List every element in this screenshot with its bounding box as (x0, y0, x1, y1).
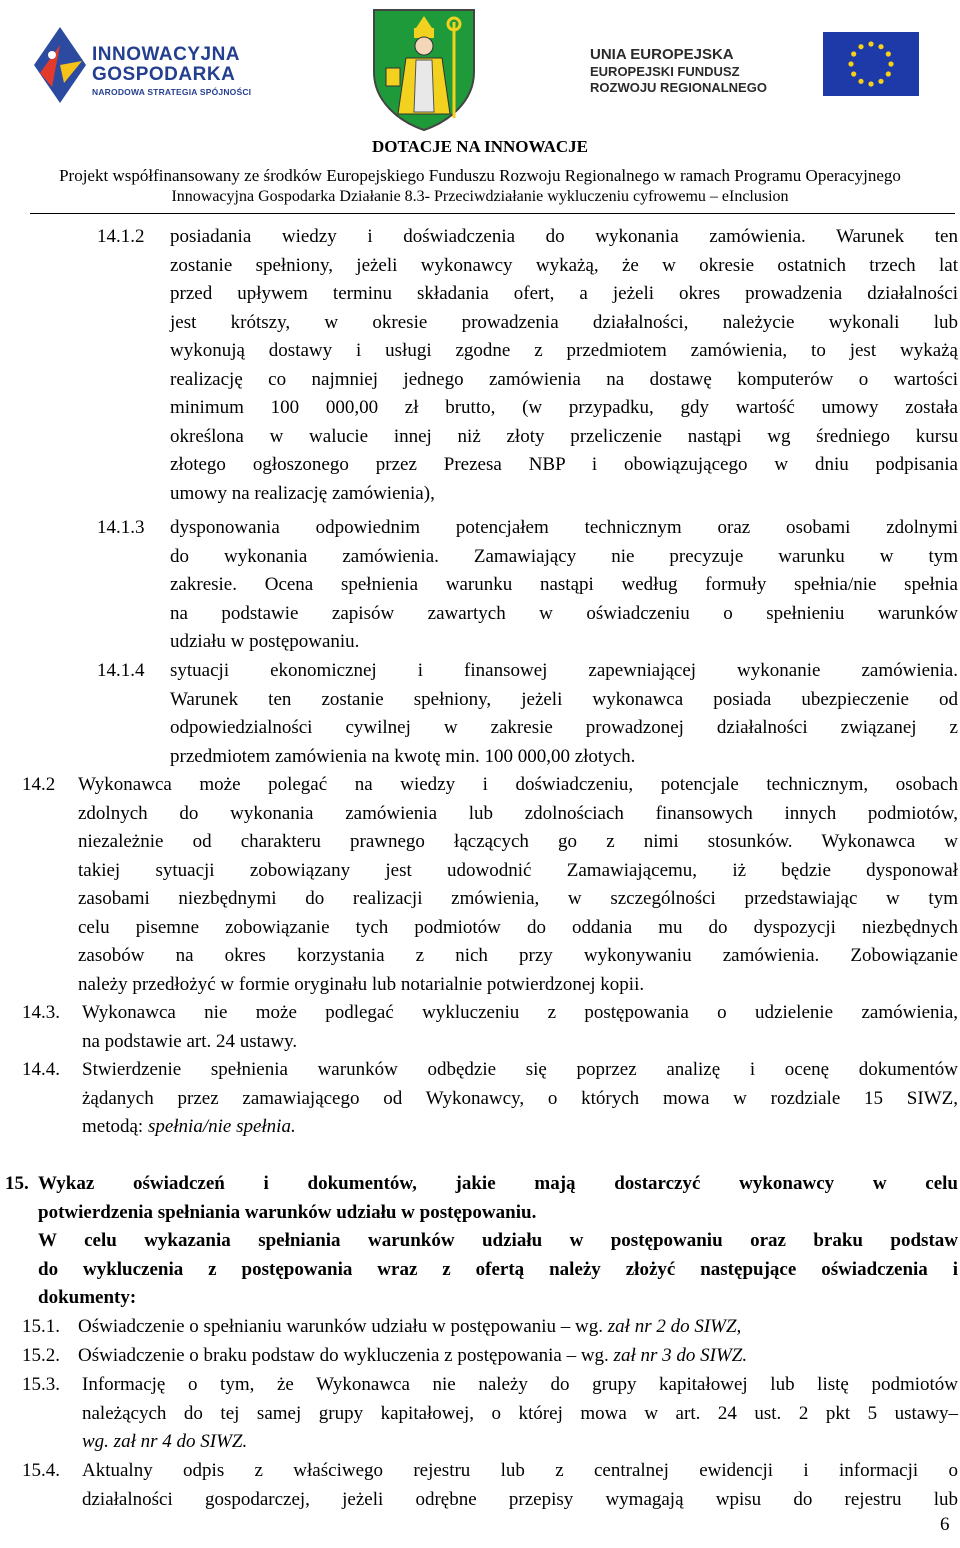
text-line: Warunek ten zostanie spełniony, jeżeli wykonawca posiada ubezpieczenie od (170, 688, 958, 710)
text-line: zasobami niezbędnymi do realizacji zmówienia, w szczególności przedstawiając w tym (78, 888, 958, 909)
section-15-2 (78, 1342, 958, 1371)
intro-line: W celu wykazania spełniania warunków udziału w postępowaniu oraz braku podstaw (38, 1230, 958, 1251)
text-line (82, 1113, 958, 1142)
text-line: na podstawie art. 24 ustawy. (82, 1030, 298, 1052)
text-line: należących do tej samej grupy kapitałowej, o której mowa w art. 24 ust. 2 pkt 5 ustawy– (82, 1402, 958, 1424)
ig-logo-line2: GOSPODARKA (92, 64, 236, 85)
text-line: Aktualny odpis z właściwego rejestru lub z centralnej ewidencji i informacji o (82, 1460, 958, 1481)
text-line: posiadania wiedzy i doświadczenia do wykonania zamówienia. Warunek ten (170, 226, 958, 247)
text-line: na podstawie zapisów zawartych w oświadczeniu o spełnieniu warunków (170, 602, 958, 624)
italic-text: wg. zał nr 4 do SIWZ. (82, 1431, 248, 1452)
text-line: żądanych przez zamawiającego od Wykonawcy, o których mowa w rozdziale 15 SIWZ, (82, 1087, 958, 1109)
text-line: dysponowania odpowiednim potencjałem technicznym oraz osobami zdolnymi (170, 517, 958, 538)
text-line: określona w walucie innej niż złoty przeliczenie nastąpi wg średniego kursu (170, 425, 958, 447)
header-project-line: Projekt współfinansowany ze środków Europejskiego Funduszu Rozwoju Regionalnego w ramach Programu Operacyjnego (59, 166, 901, 185)
text-line: Informację o tym, że Wykonawca nie należy do grupy kapitałowej lub listę podmiotów (82, 1374, 958, 1395)
coat-of-arms-icon (368, 2, 480, 132)
ig-emblem-icon (30, 25, 90, 105)
heading-line: Wykaz oświadczeń i dokumentów, jakie mają dostarczyć wykonawcy w celu (38, 1173, 958, 1194)
text-line: niezależnie od charakteru prawnego łączących go z nimi stosunków. Wykonawca w (78, 831, 958, 852)
text-line: Wykonawca może polegać na wiedzy i doświadczeniu, potencjale technicznym, osobach (78, 774, 958, 795)
italic-text: spełnia/nie spełnia. (147, 1116, 296, 1137)
text-line: jest krótszy, w okresie prowadzenia działalności, należycie wykonali lub (170, 311, 958, 333)
text-line: zasobów na okres korzystania z nich przy wykonywaniu zamówienia. Zobowiązanie (78, 945, 958, 966)
section-number: 14.2 (22, 774, 56, 795)
text-span: Oświadczenie o spełnianiu warunków udziału w postępowaniu – wg. (78, 1316, 608, 1337)
text-line: celu pisemne zobowiązanie tych podmiotów do oddania mu do dyspozycji niezbędnych (78, 916, 958, 938)
section-15-4 (82, 1457, 958, 1514)
section-number: 15. (5, 1173, 29, 1194)
header-title: DOTACJE NA INNOWACJE (372, 137, 588, 156)
text-line: działalności gospodarczej, jeżeli odrębne przepisy wymagają wpisu do rejestru lub (82, 1488, 958, 1510)
text-line: zakresie. Ocena spełnienia warunku nastąpi według formuły spełnia/nie spełnia (170, 574, 958, 595)
intro-line: do wykluczenia z postępowania wraz z ofertą należy złożyć następujące oświadczenia i (38, 1258, 958, 1280)
section-number: 14.1.4 (97, 660, 145, 681)
text-line: przed upływem terminu składania ofert, a jeżeli okres prowadzenia działalności (170, 283, 958, 304)
section-number: 14.4. (22, 1059, 60, 1080)
section-15-heading (38, 1170, 958, 1313)
text-line: złotego ogłoszonego przez Prezesa NBP i obowiązującego w dniu podpisania (170, 454, 958, 475)
section-14-1-2 (170, 223, 958, 508)
text-line: umowy na realizację zamówienia), (170, 482, 435, 504)
text-line: do wykonania zamówienia. Zamawiający nie precyzuje warunku w tym (170, 545, 958, 567)
ig-logo-line1: INNOWACYJNA (92, 44, 241, 65)
section-number: 15.4. (22, 1460, 60, 1481)
text-line: zdolnych do wykonania zamówienia lub zdolnościach finansowych innych podmiotów, (78, 802, 958, 824)
section-number: 15.2. (22, 1345, 60, 1366)
header-program-line: Innowacyjna Gospodarka Działanie 8.3- Przeciwdziałanie wykluczeniu cyfrowemu – eInclusion (171, 188, 789, 205)
section-number: 15.3. (22, 1374, 60, 1395)
text-line: wykonują dostawy i usługi zgodne z przedmiotem zamówienia, to jest wykażą (170, 340, 958, 361)
section-15-1 (78, 1313, 958, 1342)
page-header (0, 0, 960, 215)
eu-flag-icon (823, 32, 919, 96)
eu-fund-logo (590, 18, 930, 118)
eu-logo-line1: UNIA EUROPEJSKA (590, 46, 734, 63)
text-line: realizację co najmniej jednego zamówienia na dostawę komputerów o wartości (170, 368, 958, 390)
text-line: takiej sytuacji zobowiązany jest udowodnić Zamawiającemu, iż będzie dysponował (78, 859, 958, 881)
text-line: sytuacji ekonomicznej i finansowej zapewniającej wykonanie zamówienia. (170, 660, 958, 681)
section-number: 14.1.3 (97, 517, 145, 538)
text-span: Oświadczenie o braku podstaw do wykluczenia z postępowania – wg. (78, 1345, 614, 1366)
section-15-3 (82, 1371, 958, 1457)
eu-logo-line2: EUROPEJSKI FUNDUSZ (590, 64, 740, 79)
section-14-2 (78, 771, 958, 999)
section-number: 15.1. (22, 1316, 60, 1337)
innowacyjna-gospodarka-logo (30, 25, 270, 105)
text-line: minimum 100 000,00 zł brutto, (w przypadku, gdy wartość umowy została (170, 397, 958, 418)
intro-line: dokumenty: (38, 1287, 137, 1308)
municipal-coat-of-arms (368, 2, 480, 132)
text-line: przedmiotem zamówienia na kwotę min. 100 000,00 złotych. (170, 745, 636, 767)
text-line: Stwierdzenie spełnienia warunków odbędzie się poprzez analizę i ocenę dokumentów (82, 1059, 958, 1080)
section-number: 14.3. (22, 1002, 60, 1023)
text-line: należy przedłożyć w formie oryginału lub notarialnie potwierdzonej kopii. (78, 973, 645, 995)
page-number: 6 (940, 1514, 950, 1535)
ig-logo-line3: NARODOWA STRATEGIA SPÓJNOŚCI (92, 87, 252, 97)
section-14-1-3 (170, 514, 958, 657)
text-line: udziału w postępowaniu. (170, 631, 360, 652)
eu-logo-line3: ROZWOJU REGIONALNEGO (590, 80, 767, 95)
header-divider (30, 213, 955, 214)
text-line: odpowiedzialności cywilnej w zakresie prowadzonej działalności związanej z (170, 717, 958, 738)
text-line: zostanie spełniony, jeżeli wykonawcy wykażą, że w okresie ostatnich trzech lat (170, 254, 958, 276)
italic-text: zał nr 2 do SIWZ, (607, 1316, 742, 1337)
section-number: 14.1.2 (97, 226, 145, 247)
text-span: metodą: (82, 1116, 148, 1137)
section-14-1-4 (170, 657, 958, 771)
text-line: Wykonawca nie może podlegać wykluczeniu z postępowania o udzielenie zamówienia, (82, 1002, 958, 1023)
section-14-4 (82, 1056, 958, 1142)
section-14-3 (82, 999, 958, 1056)
italic-text: zał nr 3 do SIWZ. (613, 1345, 748, 1366)
heading-line: potwierdzenia spełniania warunków udziału w postępowaniu. (38, 1201, 537, 1223)
